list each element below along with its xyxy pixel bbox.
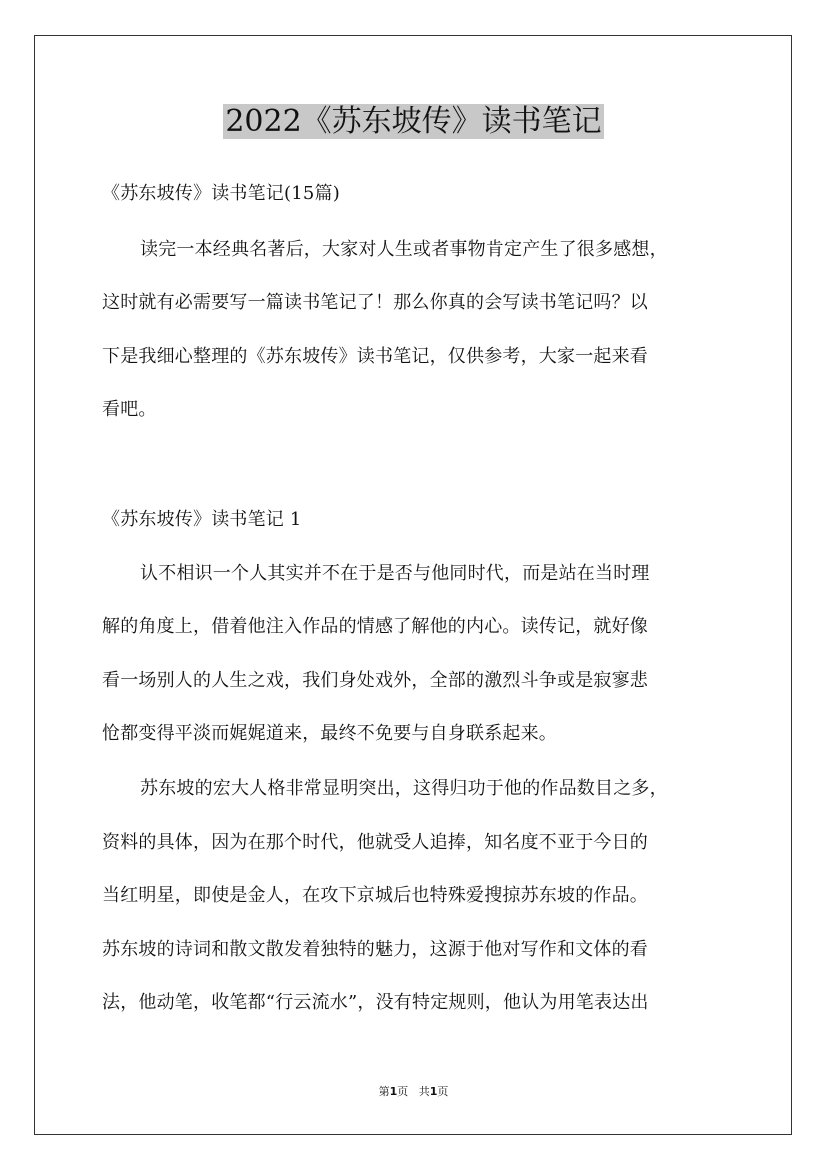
intro-line-3: 下是我细心整理的《苏东坡传》读书笔记，仅供参考，大家一起来看 xyxy=(102,346,648,367)
para2-line-2: 资料的具体，因为在那个时代，他就受人追捧，知名度不亚于今日的 xyxy=(102,832,648,853)
document-title-text: 2022《苏东坡传》读书笔记 xyxy=(225,104,602,139)
para2-line-3: 当红明星，即使是金人，在攻下京城后也特殊爱搜掠苏东坡的作品。 xyxy=(102,885,648,906)
section-heading: 《苏东坡传》读书笔记 1 xyxy=(102,509,302,530)
para2-line-5: 法，他动笔，收笔都“行云流水”，没有特定规则，他认为用笔表达出 xyxy=(102,992,649,1013)
para2-line-1: 苏东坡的宏大人格非常显明突出，这得归功于他的作品数目之多， xyxy=(140,778,668,799)
para1-line-1: 认不相识一个人其实并不在于是否与他同时代，而是站在当时理 xyxy=(140,563,650,584)
intro-line-4: 看吧。 xyxy=(102,399,157,420)
footer-total-number: 1 xyxy=(429,1085,438,1098)
footer-page-suffix: 页 xyxy=(397,1085,409,1098)
document-subtitle: 《苏东坡传》读书笔记(15篇) xyxy=(102,183,340,204)
intro-line-2: 这时就有必需要写一篇读书笔记了！那么你真的会写读书笔记吗？以 xyxy=(102,292,648,313)
para2-line-4: 苏东坡的诗词和散文散发着独特的魅力，这源于他对写作和文体的看 xyxy=(102,939,648,960)
footer-total-prefix: 共 xyxy=(418,1085,430,1098)
document-title xyxy=(0,100,827,144)
footer-page-number: 1 xyxy=(389,1085,398,1098)
footer-total-suffix: 页 xyxy=(437,1085,449,1098)
footer-page-prefix: 第 xyxy=(378,1085,390,1098)
page-footer xyxy=(0,1084,827,1100)
para1-line-3: 看一场别人的人生之戏，我们身处戏外，全部的激烈斗争或是寂寥悲 xyxy=(102,670,648,691)
para1-line-2: 解的角度上，借着他注入作品的情感了解他的内心。读传记，就好像 xyxy=(102,616,648,637)
para1-line-4: 怆都变得平淡而娓娓道来，最终不免要与自身联系起来。 xyxy=(102,723,557,744)
intro-line-1: 读完一本经典名著后，大家对人生或者事物肯定产生了很多感想， xyxy=(140,239,668,260)
